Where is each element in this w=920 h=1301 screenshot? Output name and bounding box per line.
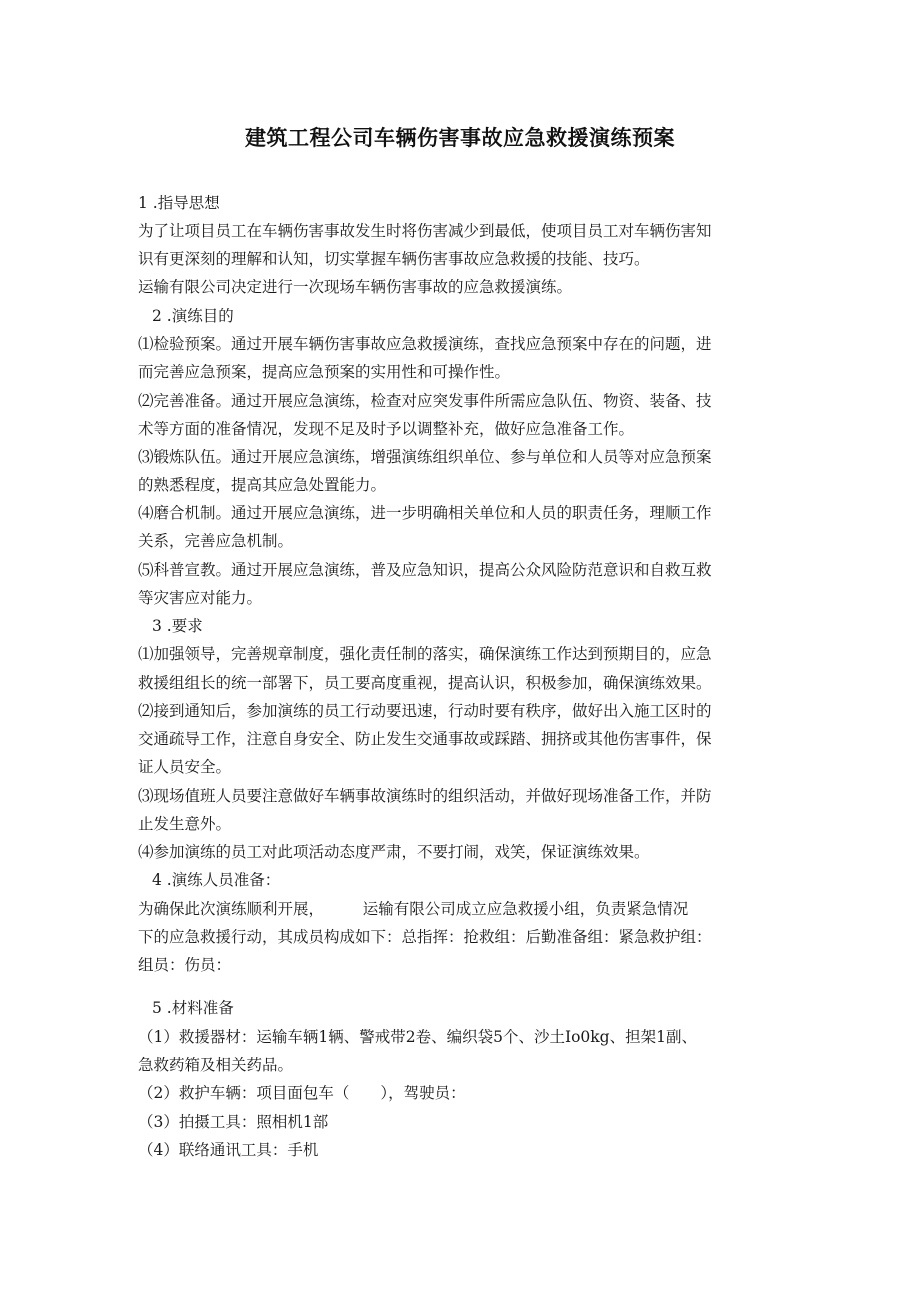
paragraph-line: 止发生意外。 [138, 815, 232, 833]
paragraph-line: （1）救援器材：运输车辆1辆、警戒带2卷、编织袋5个、沙土Io0kg、担架1副、 [138, 1028, 697, 1046]
paragraph-line: 术等方面的准备情况，发现不足及时予以调整补充，做好应急准备工作。 [138, 420, 635, 438]
section-heading: 4 .演练人员准备： [152, 871, 281, 889]
section-heading: 1 .指导思想 [138, 194, 220, 212]
paragraph-line: 组员：伤员： [138, 956, 232, 974]
paragraph-line: 急救药箱及相关药品。 [138, 1056, 294, 1074]
paragraph-line: 为确保此次演练顺利开展， 运输有限公司成立应急救援小组，负责紧急情况 [138, 900, 689, 918]
paragraph-line: （2）救护车辆：项目面包车（ ），驾驶员： [138, 1084, 466, 1102]
paragraph-line: （3）拍摄工具：照相机1部 [138, 1113, 329, 1131]
paragraph-line: ⑷磨合机制。通过开展应急演练，进一步明确相关单位和人员的职责任务，理顺工作 [138, 504, 712, 522]
paragraph-line: ⑴加强领导，完善规章制度，强化责任制的落实，确保演练工作达到预期目的，应急 [138, 645, 712, 663]
paragraph-line: 而完善应急预案，提高应急预案的实用性和可操作性。 [138, 363, 511, 381]
paragraph-line: 交通疏导工作，注意自身安全、防止发生交通事故或踩踏、拥挤或其他伤害事件，保 [138, 730, 712, 748]
paragraph-line: 识有更深刻的理解和认知，切实掌握车辆伤害事故应急救援的技能、技巧。 [138, 250, 650, 268]
paragraph-line: ⑵接到通知后，参加演练的员工行动要迅速，行动时要有秩序，做好出入施工区时的 [138, 702, 712, 720]
paragraph-line: 证人员安全。 [138, 758, 232, 776]
section-heading: 5 .材料准备 [152, 999, 234, 1017]
paragraph-line: 的熟悉程度，提高其应急处置能力。 [138, 476, 387, 494]
paragraph-line: ⑸科普宣教。通过开展应急演练，普及应急知识，提高公众风险防范意识和自救互救 [138, 561, 712, 579]
paragraph-line: 等灾害应对能力。 [138, 589, 263, 607]
paragraph-line: （4）联络通讯工具：手机 [138, 1141, 319, 1159]
paragraph-line: 下的应急救援行动，其成员构成如下：总指挥：抢救组：后勤准备组：紧急救护组： [138, 928, 712, 946]
paragraph-line: ⑴检验预案。通过开展车辆伤害事故应急救援演练，查找应急预案中存在的问题，进 [138, 335, 712, 353]
paragraph-line: ⑵完善准备。通过开展应急演练，检查对应突发事件所需应急队伍、物资、装备、技 [138, 392, 712, 410]
paragraph-line: 运输有限公司决定进行一次现场车辆伤害事故的应急救援演练。 [138, 278, 573, 296]
paragraph-line: 救援组组长的统一部署下，员工要高度重视，提高认识，积极参加，确保演练效果。 [138, 674, 712, 692]
section-heading: 3 .要求 [152, 617, 203, 635]
paragraph-line: ⑶锻炼队伍。通过开展应急演练，增强演练组织单位、参与单位和人员等对应急预案 [138, 448, 712, 466]
page-title: 建筑工程公司车辆伤害事故应急救援演练预案 [245, 126, 675, 150]
paragraph-line: ⑶现场值班人员要注意做好车辆事故演练时的组织活动，并做好现场准备工作，并防 [138, 787, 712, 805]
paragraph-line: 关系，完善应急机制。 [138, 532, 294, 550]
section-heading: 2 .演练目的 [152, 307, 234, 325]
paragraph-line: 为了让项目员工在车辆伤害事故发生时将伤害减少到最低，使项目员工对车辆伤害知 [138, 222, 712, 240]
paragraph-line: ⑷参加演练的员工对此项活动态度严肃，不要打闹，戏笑，保证演练效果。 [138, 843, 650, 861]
